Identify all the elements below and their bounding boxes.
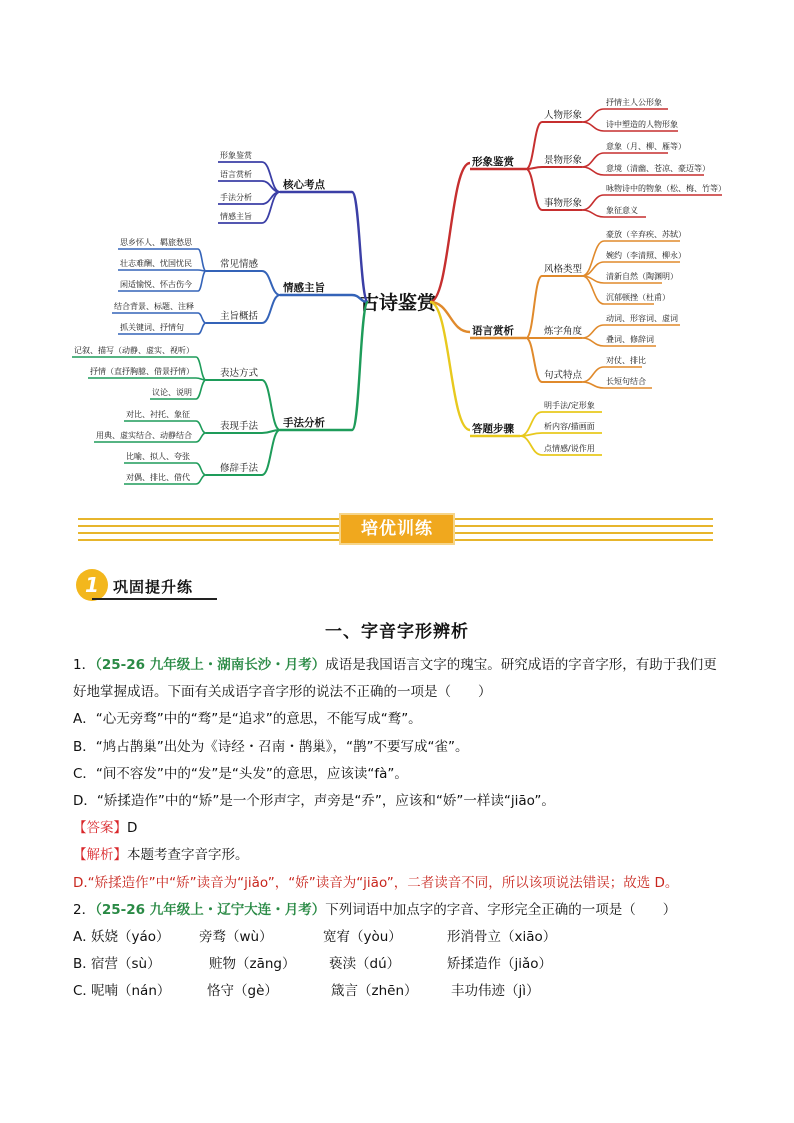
mindmap-sub-label: 常见情感: [220, 259, 259, 270]
mindmap-sub-label: 句式特点: [544, 370, 583, 381]
branch-line: [262, 380, 280, 430]
question-text: 下列词语中加点字的字音、字形完全正确的一项是（ ）: [325, 901, 677, 918]
mindmap-leaf: 意象（月、柳、雁等）: [606, 142, 686, 151]
option-word: 旁骛（wù）: [199, 929, 273, 946]
mindmap-leaf: 意境（清幽、苍凉、豪迈等）: [606, 164, 710, 173]
question-source: （25-26 九年级上・湖南长沙・月考）: [95, 657, 326, 673]
question-1-stem: [73, 652, 723, 706]
branch-line: [582, 153, 604, 167]
analysis-label: 【解析】: [73, 847, 127, 864]
branch-line: [526, 169, 542, 210]
mindmap-leaf: 长短句结合: [606, 377, 646, 386]
mindmap-leaf: 析内容/描画面: [544, 422, 595, 431]
option-word: 赃物（zāng）: [209, 956, 296, 973]
section-number-badge: 1: [76, 569, 108, 601]
mindmap-sub-label: 修辞手法: [220, 463, 259, 474]
option-letter: C．: [73, 983, 96, 1000]
mindmap-leaf: 诗中塑造的人物形象: [606, 120, 678, 129]
mindmap-leaf: 抒情主人公形象: [606, 98, 662, 107]
mindmap-sub-label: 表现手法: [220, 421, 259, 432]
option-row-b: [73, 951, 723, 978]
option-letter: B．: [73, 956, 96, 973]
mindmap-leaf: 抒情（直抒胸臆、借景抒情）: [90, 367, 194, 376]
branch-line: [582, 382, 604, 388]
branch-line: [196, 380, 206, 399]
mindmap-leaf: 结合背景、标题、注释: [114, 302, 194, 311]
analysis-text: 本题考查字音字形。: [127, 847, 249, 864]
branch-line: [582, 241, 604, 276]
mind-map: [0, 0, 794, 510]
section-underline: [92, 598, 217, 600]
analysis: [73, 842, 723, 869]
mindmap-branch-label: 答题步骤: [472, 423, 514, 435]
mindmap-sub-label: 事物形象: [544, 198, 583, 209]
branch-line: [196, 433, 206, 442]
option-a: A．“心无旁骛”中的“骛”是“追求”的意思，不能写成“鹜”。: [73, 711, 422, 728]
question-source: （25-26 九年级上・辽宁大连・月考）: [95, 901, 326, 918]
branch-line: [520, 436, 542, 455]
branch-line: [198, 313, 206, 323]
option-row-c: [73, 978, 723, 1005]
mindmap-leaf: 对偶、排比、借代: [126, 473, 190, 482]
branch-line: [262, 430, 280, 475]
branch-line: [196, 421, 206, 433]
mindmap-branch-label: 语言赏析: [472, 325, 514, 337]
page-heading: 一、字音字形辨析: [325, 622, 469, 642]
option-word: 丰功伟迹（jì）: [451, 983, 540, 1000]
mindmap-sub-label: 主旨概括: [220, 311, 259, 322]
branch-line: [582, 338, 604, 346]
question-text: 成语是我国语言文字的瑰宝。研究成语的字音字形，有助于我们更好地掌握成语。下面有关成语字音字形的说法不正确的一项是（ ）: [73, 657, 717, 701]
branch-line: [582, 122, 604, 131]
mindmap-leaf: 咏物诗中的物象（松、梅、竹等）: [606, 184, 726, 193]
branch-line: [198, 271, 206, 291]
answer: [73, 815, 723, 842]
option-letter: A．: [73, 929, 96, 946]
mindmap-branch-label: 核心考点: [283, 179, 325, 191]
option-word: 呢喃（nán）: [91, 983, 171, 1000]
mindmap-center-title: 古诗鉴赏: [359, 292, 437, 314]
mindmap-branch-label: 情感主旨: [283, 282, 325, 294]
branch-line: [196, 463, 206, 475]
banner-title: 培优训练: [339, 513, 455, 545]
mindmap-sub-label: 风格类型: [544, 264, 583, 275]
option-c: C．“间不容发”中的“发”是“头发”的意思，应该读“fà”。: [73, 765, 408, 782]
branch-line: [582, 167, 604, 175]
mindmap-branch-label: 形象鉴赏: [472, 156, 514, 168]
branch-line: [582, 109, 604, 122]
mindmap-leaf: 壮志难酬、忧国忧民: [120, 259, 192, 268]
option-row-a: [73, 924, 723, 951]
branch-line: [430, 302, 470, 430]
option-word: 妖娆（yáo）: [91, 929, 170, 946]
mindmap-leaf: 闲适愉悦、怀古伤今: [120, 280, 192, 289]
questions: [73, 652, 723, 1006]
mindmap-leaf: 动词、形容词、虚词: [606, 314, 678, 323]
question-2-stem: [73, 897, 723, 924]
branch-line: [196, 357, 206, 380]
mindmap-leaf: 象征意义: [606, 206, 638, 215]
mindmap-leaf: 叠词、修辞词: [606, 335, 654, 344]
option-word: 箴言（zhēn）: [331, 983, 418, 1000]
branch-line: [430, 163, 470, 302]
mindmap-leaf: 议论、说明: [152, 388, 192, 397]
analysis-detail: D.“矫揉造作”中“矫”读音为“jiǎo”，“娇”读音为“jiāo”，二者读音不同，所以该项说法错误；故选 D。: [73, 874, 679, 891]
mindmap-leaf: 情感主旨: [220, 212, 252, 221]
branch-line: [352, 302, 368, 430]
branch-line: [198, 323, 206, 334]
branch-line: [198, 249, 206, 271]
mindmap-leaf: 清新自然（陶渊明）: [606, 272, 678, 281]
branch-line: [582, 195, 604, 210]
mindmap-leaf: 手法分析: [220, 193, 252, 202]
answer-value: D: [127, 820, 138, 837]
mindmap-sub-label: 表达方式: [220, 368, 259, 379]
mindmap-leaf: 明手法/定形象: [544, 401, 595, 410]
option-word: 亵渎（dú）: [329, 956, 401, 973]
branch-line: [352, 192, 368, 302]
mindmap-leaf: 比喻、拟人、夸张: [126, 452, 190, 461]
option-b: B．“鸠占鹊巢”出处为《诗经・召南・鹊巢》，“鹊”不要写成“雀”。: [73, 738, 469, 755]
mindmap-leaf: 沉郁顿挫（杜甫）: [606, 293, 670, 302]
question-number: 1．: [73, 657, 96, 673]
mindmap-leaf: 思乡怀人、羁旅愁思: [120, 238, 192, 247]
branch-line: [582, 367, 604, 382]
branch-line: [582, 325, 604, 338]
option-word: 矫揉造作（jiǎo）: [447, 956, 553, 973]
mindmap-leaf: 语言赏析: [220, 170, 252, 179]
option-word: 宿营（sù）: [91, 956, 161, 973]
mindmap-sub-label: 炼字角度: [544, 326, 583, 337]
mindmap-leaf: 豪放（辛弃疾、苏轼）: [606, 230, 686, 239]
branch-line: [196, 475, 206, 484]
mindmap-leaf: 对比、衬托、象征: [126, 410, 190, 419]
mindmap-leaf: 用典、虚实结合、动静结合: [96, 431, 192, 440]
branch-line: [262, 271, 280, 295]
mindmap-leaf: 点情感/说作用: [544, 444, 595, 453]
mindmap-leaf: 婉约（李清照、柳永）: [606, 251, 686, 260]
branch-line: [262, 295, 280, 323]
mindmap-leaf: 抓关键词、抒情句: [120, 323, 184, 332]
mindmap-leaf: 形象鉴赏: [220, 151, 252, 160]
branch-line: [526, 122, 542, 169]
mindmap-leaf: 对仗、排比: [606, 356, 646, 365]
branch-line: [526, 338, 542, 382]
mindmap-leaf: 记叙、描写（动静、虚实、视听）: [74, 346, 194, 355]
section-title: 巩固提升练: [113, 578, 194, 596]
branch-line: [526, 276, 542, 338]
option-word: 恪守（gè）: [207, 983, 278, 1000]
option-word: 形消骨立（xiāo）: [447, 929, 557, 946]
option-word: 宽宥（yòu）: [323, 929, 402, 946]
answer-label: 【答案】: [73, 820, 127, 837]
mindmap-branch-label: 手法分析: [283, 417, 325, 429]
branch-line: [582, 210, 604, 217]
option-d: D．“矫揉造作”中的“矫”是一个形声字，声旁是“乔”，应该和“娇”一样读“jiāo”。: [73, 793, 555, 810]
mindmap-sub-label: 人物形象: [544, 110, 583, 121]
question-number: 2．: [73, 901, 96, 918]
mindmap-sub-label: 景物形象: [544, 155, 583, 166]
